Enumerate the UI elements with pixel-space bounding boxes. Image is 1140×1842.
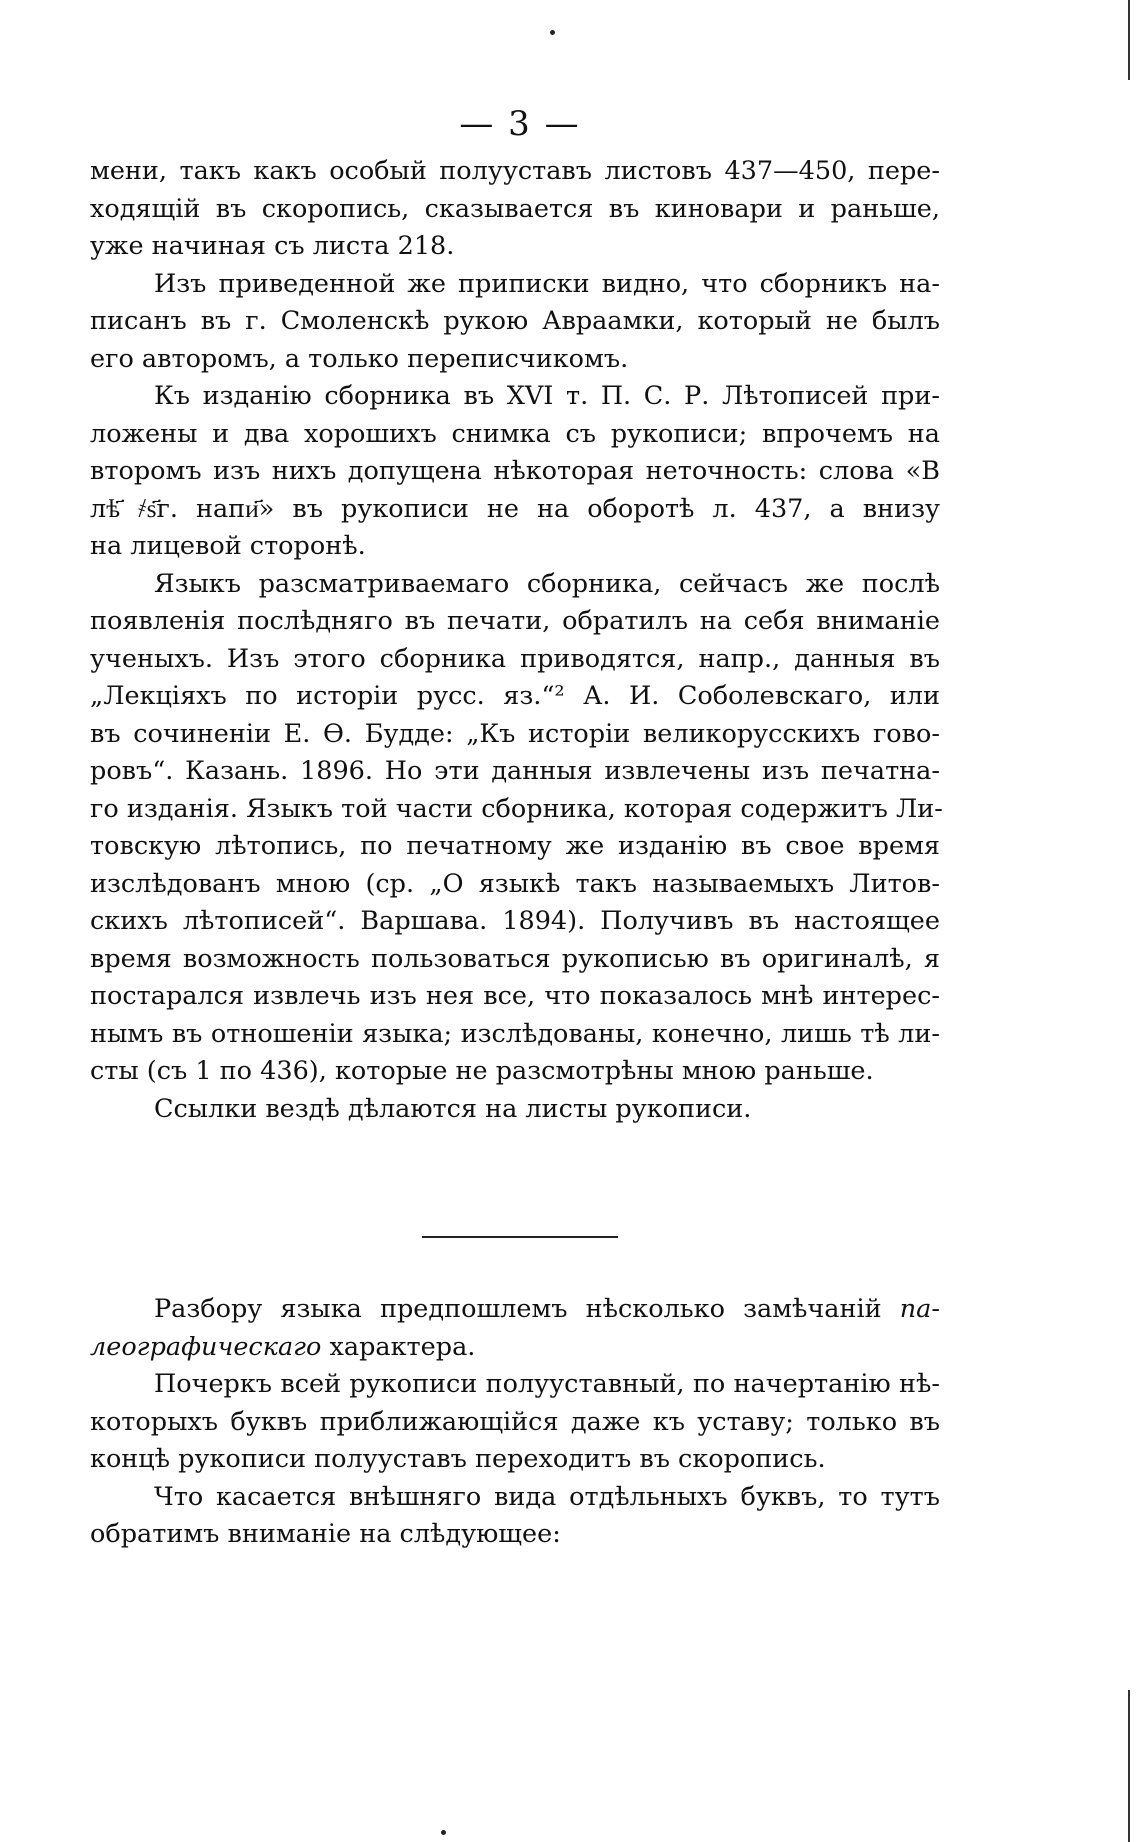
text-line: время возможность пользоваться рукописью въ оригиналѣ, я xyxy=(90,943,940,974)
text-line: постарался извлечь изъ нея все, что показалось мнѣ интерес- xyxy=(90,981,940,1011)
text-line: Къ изданію сборника въ XVI т. П. С. Р. Лѣтописей при- xyxy=(154,381,940,411)
intro-text: характера. xyxy=(321,1331,476,1362)
text-line: уже начиная съ листа 218. xyxy=(90,231,455,261)
scan-speck xyxy=(441,1830,446,1835)
text-line: мени, такъ какъ особый полууставъ листовъ 437—450, пере- xyxy=(90,156,940,186)
text-line: го изданія. Языкъ той части сборника, которая содержитъ Ли- xyxy=(90,793,943,824)
text-line: ученыхъ. Изъ этого сборника приводятся, напр., данныя въ xyxy=(90,643,940,674)
text-line: Что касается внѣшняго вида отдѣльныхъ буквъ, то тутъ xyxy=(154,1481,940,1512)
text-line: изслѣдованъ мною (ср. „О языкѣ такъ называемыхъ Литов- xyxy=(90,868,940,899)
intro-italic: леографическаго xyxy=(90,1331,322,1362)
text-line: второмъ изъ нихъ допущена нѣкоторая неточность: слова «В xyxy=(90,456,940,486)
text-line: писанъ въ г. Смоленскѣ рукою Авраамки, который не былъ xyxy=(90,306,940,336)
text-line: лѣ҃ ҂ѕ҃г. напи҃» въ рукописи не на оборотѣ л. 437, а внизу xyxy=(90,493,940,524)
main-text-lower xyxy=(90,1291,940,1554)
text-line: Почеркъ всей рукописи полууставный, по начертанію нѣ- xyxy=(154,1369,940,1399)
text-line: въ сочиненіи Е. Ѳ. Будде: „Къ исторіи великорусскихъ гово- xyxy=(90,718,940,749)
text-line xyxy=(90,1291,940,1329)
scan-edge-mark xyxy=(1128,0,1130,80)
text-line xyxy=(90,1329,940,1367)
text-line: ложены и два хорошихъ снимка съ рукописи; впрочемъ на xyxy=(90,418,940,449)
text-line: ходящій въ скоропись, сказывается въ киновари и раньше, xyxy=(90,193,940,224)
text-line: „Лекціяхъ по исторіи русс. яз.“² А. И. Соболевскаго, или xyxy=(90,681,940,711)
page-number: — 3 — xyxy=(459,104,581,144)
text-line: скихъ лѣтописей“. Варшава. 1894). Получивъ въ настоящее xyxy=(90,906,940,936)
main-text-upper xyxy=(90,153,943,1128)
text-line: товскую лѣтопись, по печатному же изданію въ свое время xyxy=(90,831,940,861)
text-line: нымъ въ отношеніи языка; изслѣдованы, конечно, лишь тѣ ли- xyxy=(90,1018,940,1049)
intro-text: Разбору языка предпошлемъ нѣсколько замѣчаній xyxy=(154,1294,900,1324)
text-line: сты (съ 1 по 436), которые не разсмотрѣны мною раньше. xyxy=(90,1056,874,1086)
section-separator xyxy=(422,1236,618,1238)
text-line: его авторомъ, а только переписчикомъ. xyxy=(90,343,629,374)
text-line: обратимъ вниманіе на слѣдующее: xyxy=(90,1519,561,1549)
text-line: Изъ приведенной же приписки видно, что сборникъ на- xyxy=(154,268,940,299)
text-line: появленія послѣдняго въ печати, обратилъ на себя вниманіе xyxy=(90,606,940,636)
text-line: на лицевой сторонѣ. xyxy=(90,531,366,561)
scan-speck xyxy=(550,30,555,35)
text-line: которыхъ буквъ приближающійся даже къ уставу; только въ xyxy=(90,1406,940,1437)
intro-italic: па- xyxy=(899,1294,940,1324)
text-line: Ссылки вездѣ дѣлаются на листы рукописи. xyxy=(154,1093,752,1124)
text-line: ровъ“. Казань. 1896. Но эти данныя извлечены изъ печатна- xyxy=(90,756,940,786)
text-line: Языкъ разсматриваемаго сборника, сейчасъ же послѣ xyxy=(154,568,940,599)
text-line: концѣ рукописи полууставъ переходитъ въ скоропись. xyxy=(90,1444,826,1474)
scan-edge-mark xyxy=(1128,1690,1130,1842)
